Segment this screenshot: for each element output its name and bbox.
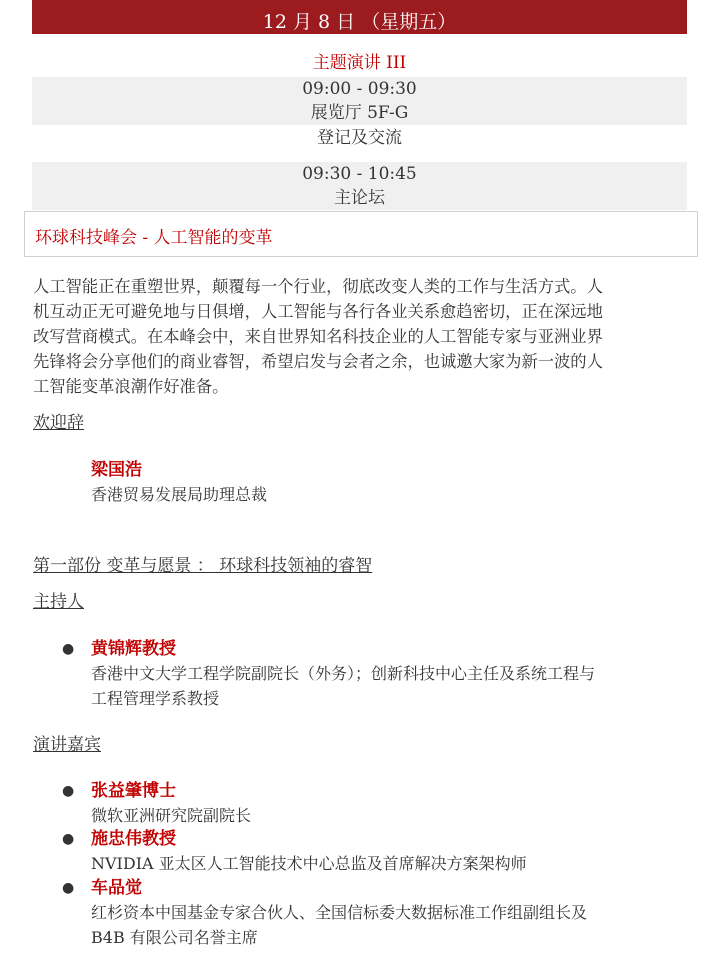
speaker-title-line: 红杉资本中国基金专家合伙人、全国信标委大数据标准工作组副组长及 (91, 903, 588, 922)
speaker-name: 车品觉 (91, 878, 142, 898)
speaker-title (91, 803, 691, 828)
speaker-title-line: NVIDIA 亚太区人工智能技术中心总监及首席解决方案架构师 (91, 854, 527, 873)
host-title (91, 661, 691, 711)
keynote-title: 主题演讲 III (312, 53, 407, 73)
speaker-title-line: B4B 有限公司名誉主席 (91, 928, 258, 947)
speaker-title (91, 900, 691, 950)
intro-line: 机互动正无可避免地与日俱增，人工智能与各行各业关系愈趋密切，正在深远地 (33, 302, 603, 321)
speaker-name: 张益肇博士 (91, 781, 176, 801)
host-heading: 主持人 (33, 592, 84, 612)
welcome-speaker-title: 香港贸易发展局助理总裁 (91, 485, 268, 504)
intro-line: 改写营商模式。在本峰会中，来自世界知名科技企业的人工智能专家与亚洲业界 (33, 327, 603, 346)
slot-1-venue: 展览厅 5F-G (310, 103, 409, 123)
host-name: 黄锦辉教授 (91, 639, 176, 659)
slot-2 (32, 162, 687, 210)
bullet-icon: ● (62, 641, 75, 657)
speaker-title-line: 微软亚洲研究院副院长 (91, 806, 252, 825)
slot-2-time: 09:30 - 10:45 (302, 164, 417, 184)
date-header: 12 月 8 日 （星期五） (32, 0, 687, 34)
welcome-speaker-name: 梁国浩 (91, 460, 142, 480)
intro-line: 工智能变革浪潮作好准备。 (33, 377, 229, 396)
intro-paragraph (33, 274, 689, 399)
slot-1 (32, 77, 687, 125)
bullet-icon: ● (62, 783, 75, 799)
bullet-icon: ● (62, 880, 75, 896)
speaker-title (91, 851, 691, 876)
summit-title: 环球科技峰会 - 人工智能的变革 (35, 228, 273, 248)
speaker-name: 施忠伟教授 (91, 829, 176, 849)
host-title-line: 香港中文大学工程学院副院长（外务）；创新科技中心主任及系统工程与 (91, 664, 596, 683)
slot-1-time: 09:00 - 09:30 (302, 79, 417, 99)
summit-title-box (24, 211, 698, 257)
host-title-line: 工程管理学系教授 (91, 689, 220, 708)
slot-2-venue: 主论坛 (334, 188, 385, 208)
bullet-icon: ● (62, 831, 75, 847)
intro-line: 人工智能正在重塑世界，颠覆每一个行业，彻底改变人类的工作与生活方式。人 (33, 277, 603, 296)
intro-line: 先锋将会分享他们的商业睿智，希望启发与会者之余，也诚邀大家为新一波的人 (33, 352, 603, 371)
welcome-heading: 欢迎辞 (33, 413, 84, 433)
part1-heading: 第一部份 变革与愿景 ： 环球科技领袖的睿智 (33, 556, 373, 576)
speakers-heading: 演讲嘉宾 (33, 735, 101, 755)
slot-1-activity: 登记及交流 (317, 128, 402, 148)
